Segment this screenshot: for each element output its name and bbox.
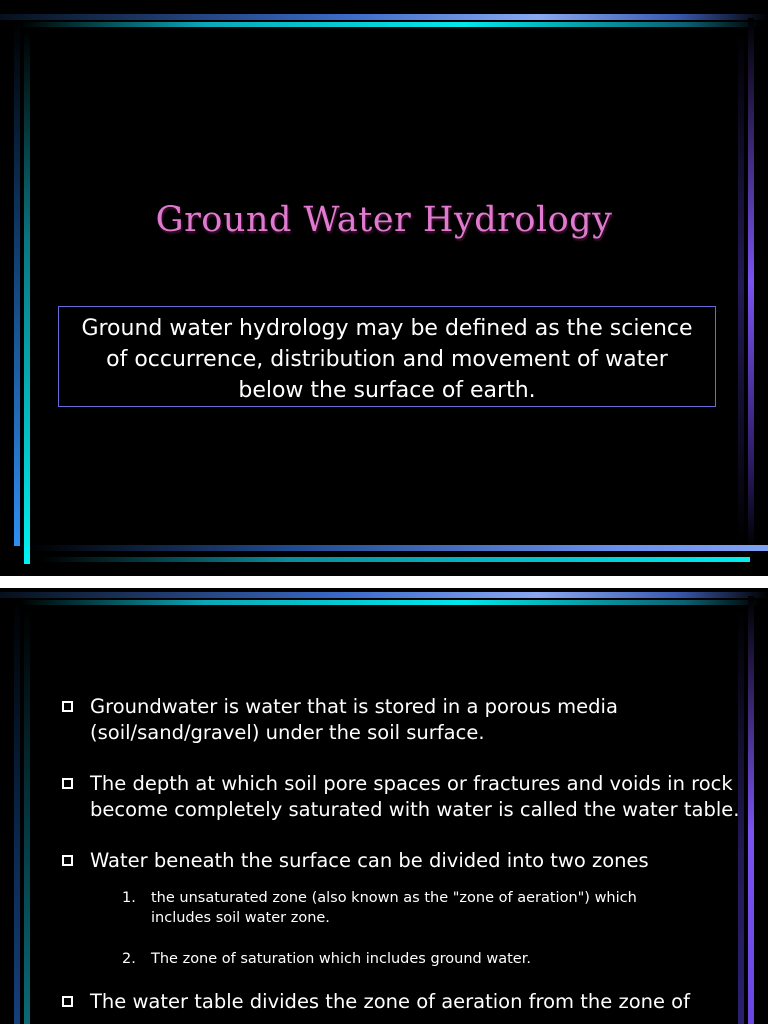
bottom-bar-blue xyxy=(30,545,768,551)
right-bar-dark xyxy=(738,30,744,544)
slide-2 xyxy=(0,588,768,1024)
right-bar-violet xyxy=(748,18,754,548)
bottom-bar-cyan xyxy=(40,557,750,562)
top-bar-cyan xyxy=(20,600,760,605)
numbered-sublist xyxy=(62,888,752,969)
definition-line-2: of occurrence, distribution and movement of water xyxy=(106,347,668,372)
checkbox-bullet-icon xyxy=(62,855,73,866)
definition-box xyxy=(58,306,716,407)
left-bar-cyan xyxy=(24,608,30,1024)
checkbox-bullet-icon xyxy=(62,778,73,789)
top-bar-blue xyxy=(0,14,768,20)
bullet-item: Groundwater is water that is stored in a porous media (soil/sand/gravel) under the soil surface. xyxy=(62,694,752,746)
definition-line-1: Ground water hydrology may be defined as the science xyxy=(81,316,693,341)
checkbox-bullet-icon xyxy=(62,701,73,712)
definition-line-3: below the surface of earth. xyxy=(238,378,536,403)
item-number: 2. xyxy=(122,951,136,967)
item-number: 1. xyxy=(122,890,136,906)
checkbox-bullet-icon xyxy=(62,996,73,1007)
left-bar-cyan xyxy=(24,30,30,564)
bullet-item: The water table divides the zone of aeration from the zone of xyxy=(62,989,752,1015)
top-bar-cyan xyxy=(20,22,760,27)
slide-title: Ground Water Hydrology xyxy=(155,200,613,240)
bullet-item: Water beneath the surface can be divided into two zones xyxy=(62,848,752,874)
left-bar-blue xyxy=(14,22,20,546)
top-bar-blue xyxy=(0,592,768,598)
left-bar-blue xyxy=(14,600,20,1024)
numbered-item: 2. The zone of saturation which includes ground water. xyxy=(122,951,531,967)
bullet-list xyxy=(62,694,752,1015)
numbered-item: 1. the unsaturated zone (also known as the "zone of aeration") which includes soil water zone. xyxy=(122,890,637,926)
bullet-item: The depth at which soil pore spaces or fractures and voids in rock become completely saturated with water is called the water table. xyxy=(62,771,752,823)
